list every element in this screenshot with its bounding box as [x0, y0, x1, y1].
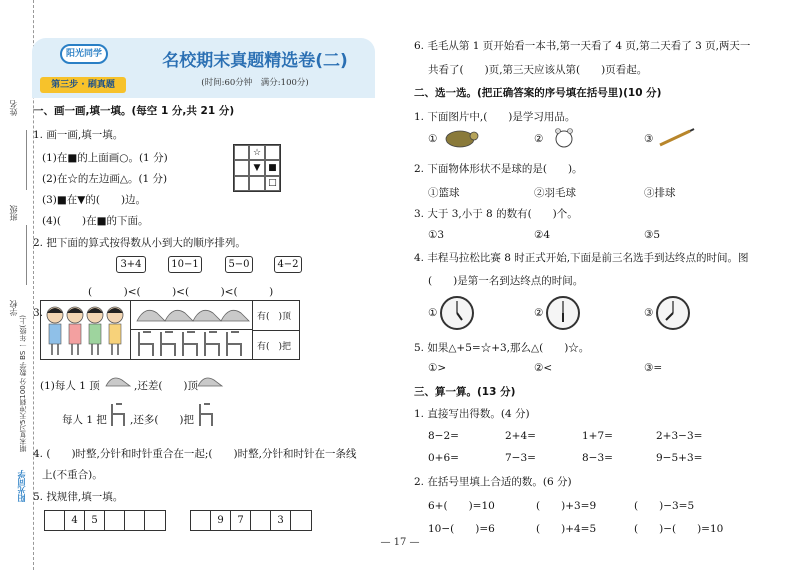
- clock-hands: [442, 298, 472, 328]
- page-title: 名校期末真题精选卷(二): [162, 51, 348, 71]
- q3-1-tail: ,还差( )顶: [134, 380, 199, 392]
- q4-text: 4. ( )时整,分针和时针重合在一起;( )时整,分针和时针在一条线: [33, 448, 357, 460]
- clock-hands: [658, 298, 688, 328]
- grid-cell: [234, 145, 249, 160]
- c4-opt-3: ③: [644, 307, 654, 319]
- grid-cell: ☆: [249, 145, 264, 160]
- seq-cell: 5: [85, 511, 105, 530]
- c1-opt-3: ③: [644, 133, 654, 145]
- q4-cont: 上(不重合)。: [42, 469, 103, 481]
- c5-opt-2: ②<: [534, 362, 553, 374]
- c1-opt-2: ②: [534, 133, 544, 145]
- c2-opt-1: ①篮球: [428, 187, 460, 199]
- calc-item: 1+7=: [582, 430, 613, 442]
- q2-text: 2. 把下面的算式按得数从小到大的顺序排列。: [33, 237, 246, 249]
- q5-text: 5. 找规律,填一填。: [33, 491, 124, 503]
- c5-opt-3: ③=: [644, 362, 663, 374]
- c5-opt-1: ①>: [428, 362, 447, 374]
- grid-cell: [265, 145, 280, 160]
- seq-cell: [45, 511, 65, 530]
- calc-item: 0+6=: [428, 452, 459, 464]
- clock-hands: [548, 298, 578, 328]
- calc-item: 9−5+3=: [656, 452, 703, 464]
- class-label: 班级: [9, 205, 18, 221]
- step-badge: 第三步 · 刷真题: [40, 77, 126, 93]
- grid-cell: ▼: [249, 160, 264, 175]
- q3-2-tail: ,还多( )把: [130, 414, 195, 426]
- c1-opt-1: ①: [428, 133, 438, 145]
- seq-cell: [291, 511, 311, 530]
- q3-2-text: 每人 1 把: [62, 414, 107, 426]
- q6-cont: 共看了( )页,第三天应该从第( )页看起。: [428, 64, 648, 76]
- section-2-heading: 二、选一选。(把正确答案的序号填在括号里)(10 分): [414, 87, 662, 99]
- grid-cell: □: [265, 176, 280, 191]
- seq-cell: [105, 511, 125, 530]
- c1-text: 1. 下面图片中,( )是学习用品。: [414, 111, 576, 123]
- c3-opt-1: ①3: [428, 229, 445, 241]
- class-line: [26, 225, 27, 285]
- calc-item: 2+3−3=: [656, 430, 703, 442]
- expr-box: 3+4: [116, 256, 146, 273]
- fill-item: ( )+3=9: [536, 500, 597, 512]
- q3-number: 3.: [33, 307, 44, 319]
- calc-item: 8−2=: [428, 430, 459, 442]
- shape-grid: [233, 144, 281, 192]
- seq-cell: 7: [231, 511, 251, 530]
- c3-opt-2: ②4: [534, 229, 551, 241]
- name-label: 姓名: [9, 100, 18, 116]
- alarm-clock-icon: [546, 127, 586, 149]
- c2-opt-2: ②羽毛球: [534, 187, 576, 199]
- q1-3-text: (3)■在▼的( )边。: [42, 194, 147, 206]
- grid-cell: [234, 176, 249, 191]
- c3-opt-3: ③5: [644, 229, 661, 241]
- fill-item: ( )+4=5: [536, 523, 597, 535]
- hat-count-label: 有( )顶: [257, 312, 292, 322]
- grid-cell: [249, 176, 264, 191]
- hats-illustration: [131, 301, 251, 329]
- chairs-cell: [131, 330, 253, 359]
- hats-chairs-table: [40, 300, 300, 360]
- kids-cell: [41, 301, 131, 359]
- sequence-row-1: [44, 510, 166, 531]
- clock-face: [656, 296, 690, 330]
- c2-opt-3: ③排球: [644, 187, 676, 199]
- name-line: [26, 130, 27, 190]
- brand-logo: 阳光同学: [60, 44, 108, 64]
- s1-text: 1. 直接写出得数。(4 分): [414, 408, 530, 420]
- c5-text: 5. 如果△+5=☆+3,那么△( )☆。: [414, 342, 590, 354]
- calc-item: 8−3=: [582, 452, 613, 464]
- seq-cell: 4: [65, 511, 85, 530]
- q1-1-text: (1)在■的上面画○。(1 分): [42, 152, 168, 164]
- chair-count-label: 有( )把: [257, 342, 292, 352]
- expr-box: 4−2: [274, 256, 302, 273]
- section-1-heading: 一、画一画,填一填。(每空 1 分,共 21 分): [33, 105, 235, 117]
- c4-text: 4. 丰程马拉松比赛 8 时正式开始,下面是前三名选手到达终点的时间。图: [414, 252, 749, 264]
- seq-cell: [251, 511, 271, 530]
- clock-face: [440, 296, 474, 330]
- fill-item: 6+( )=10: [428, 500, 495, 512]
- seq-cell: [125, 511, 145, 530]
- hat-icon: [104, 372, 132, 390]
- seq-cell: [191, 511, 211, 530]
- hat-icon: [196, 372, 224, 390]
- seq-cell: [145, 511, 165, 530]
- fill-item: 10−( )=6: [428, 523, 495, 535]
- chairs-illustration: [131, 330, 251, 358]
- pen-icon: [656, 127, 696, 149]
- grid-cell: ■: [265, 160, 280, 175]
- calc-item: 2+4=: [505, 430, 536, 442]
- fill-item: ( )−3=5: [634, 500, 695, 512]
- c4-opt-2: ②: [534, 307, 544, 319]
- q1-text: 1. 画一画,填一填。: [33, 129, 124, 141]
- chair-icon: [196, 402, 216, 428]
- hats-cell: [131, 301, 253, 330]
- calc-item: 7−3=: [505, 452, 536, 464]
- grid-cell: [234, 160, 249, 175]
- kids-illustration: [41, 301, 129, 357]
- sequence-row-2: [190, 510, 312, 531]
- binding-margin: [0, 0, 34, 570]
- q1-4-text: (4)( )在■的下面。: [42, 215, 149, 227]
- q6-text: 6. 毛毛从第 1 页开始看一本书,第一天看了 4 页,第二天看了 3 页,两天一: [414, 40, 751, 52]
- clock-face: [546, 296, 580, 330]
- q3-1-text: (1)每人 1 顶: [40, 380, 100, 392]
- seq-cell: 3: [271, 511, 291, 530]
- expr-box: 10−1: [168, 256, 202, 273]
- order-answer-line: ( )<( )<( )<( ): [88, 286, 274, 298]
- s2-text: 2. 在括号里填上合适的数。(6 分): [414, 476, 572, 488]
- page-number: — 17 —: [380, 537, 420, 548]
- seq-cell: 9: [211, 511, 231, 530]
- page-subtitle: (时间:60分钟 满分:100分): [201, 78, 309, 88]
- school-label: 学校: [9, 300, 18, 316]
- c3-text: 3. 大于 3,小于 8 的数有( )个。: [414, 208, 578, 220]
- chair-icon: [108, 402, 128, 428]
- c2-text: 2. 下面物体形状不是球的是( )。: [414, 163, 583, 175]
- fill-item: ( )−( )=10: [634, 523, 724, 535]
- table-divider: [253, 330, 299, 331]
- section-3-heading: 三、算一算。(13 分): [414, 386, 516, 398]
- expr-box: 5−0: [225, 256, 253, 273]
- turtle-icon: [440, 127, 480, 149]
- c4-cont: ( )是第一名到达终点的时间。: [428, 275, 584, 287]
- brand-label: 阳光同学: [17, 470, 26, 502]
- c4-opt-1: ①: [428, 307, 438, 319]
- book-info: 期末复习5天冲刺100分 数学 BS 一年级(上): [19, 315, 27, 453]
- q1-2-text: (2)在☆的左边画△。(1 分): [42, 173, 168, 185]
